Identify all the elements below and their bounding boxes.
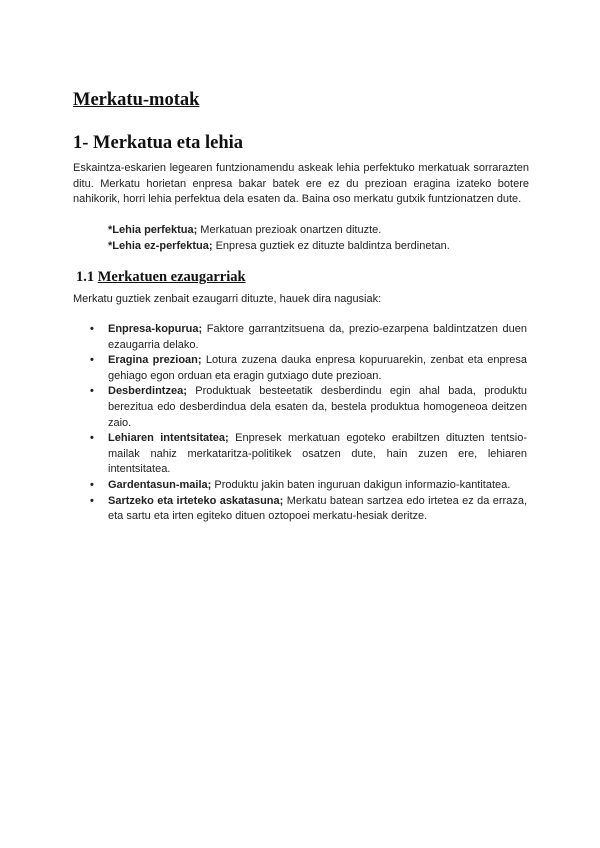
definition-text: Merkatuan prezioak onartzen dituzte.	[197, 224, 382, 236]
definition-text: Enpresa guztiek ez dituzte baldintza berdinetan.	[212, 239, 450, 252]
list-item	[90, 384, 527, 431]
subsection-number: 1.1	[76, 269, 95, 285]
item-term: Eragina prezioan;	[108, 354, 202, 367]
definition-item	[108, 223, 450, 239]
lead-paragraph: Merkatu guztiek zenbait ezaugarri dituzte, hauek dira nagusiak:	[73, 293, 382, 305]
list-item	[90, 494, 527, 525]
subsection-title: Merkatuen ezaugarriak	[97, 269, 246, 285]
list-item	[90, 322, 527, 353]
item-term: Sartzeko eta irteteko askatasuna;	[108, 494, 284, 507]
document-title: Merkatu-motak	[73, 90, 200, 110]
item-text: Produktu jakin baten inguruan dakigun informazio-kantitatea.	[211, 478, 511, 491]
list-item	[90, 478, 527, 494]
item-text: Faktore garrantzitsuena da, prezio-ezarpena baldintzatzen duen ezaugarria delako.	[108, 323, 527, 351]
intro-paragraph: Eskaintza-eskarien legearen funtzionamendu askeak lehia perfektuko merkatuak sorrarazten ditu. Merkatu horietan enpresa bakar batek ere ez du prezioan eragina izateko botere nahikorik, horri lehia perfektua dela esaten da. Baina oso merkatu gutxik funtzionatzen dute.	[73, 162, 529, 206]
item-text: Merkatu batean sartzea edo irtetea ez da erraza, eta sartu eta irten egiteko dituen oztopoei merkatu-hesiak deritze.	[108, 494, 527, 523]
list-item	[90, 431, 527, 478]
item-text: Lotura zuzena dauka enpresa kopuruarekin, zenbat eta enpresa gehiago egon orduan eta eragin gutxiago dute prezioan.	[108, 354, 528, 382]
section-heading: 1- Merkatua eta lehia	[73, 133, 244, 153]
item-term: Gardentasun-maila;	[108, 478, 212, 491]
definition-term: *Lehia ez-perfektua;	[108, 239, 213, 252]
definitions-list	[108, 223, 450, 254]
definition-term: *Lehia perfektua;	[108, 224, 198, 236]
item-term: Desberdintzea;	[108, 385, 187, 398]
list-item	[90, 353, 527, 384]
definition-item	[108, 239, 450, 255]
item-term: Enpresa-kopurua;	[108, 323, 203, 335]
item-text: Enpresek merkatuan egoteko erabiltzen dituzten tentsio-mailak nahiz merkataritza-politikek osatzen dute, hain zuzen ere, lehiaren intentsitatea.	[108, 432, 528, 476]
subsection-heading	[76, 269, 246, 286]
item-text: Produktuak besteetatik desberdindu egin ahal bada, produktu berezitua edo desberdindua dela esaten da, bestela produktua homogeneoa deitzen zaio.	[108, 385, 527, 429]
features-list	[90, 322, 527, 525]
item-term: Lehiaren intentsitatea;	[108, 432, 229, 445]
